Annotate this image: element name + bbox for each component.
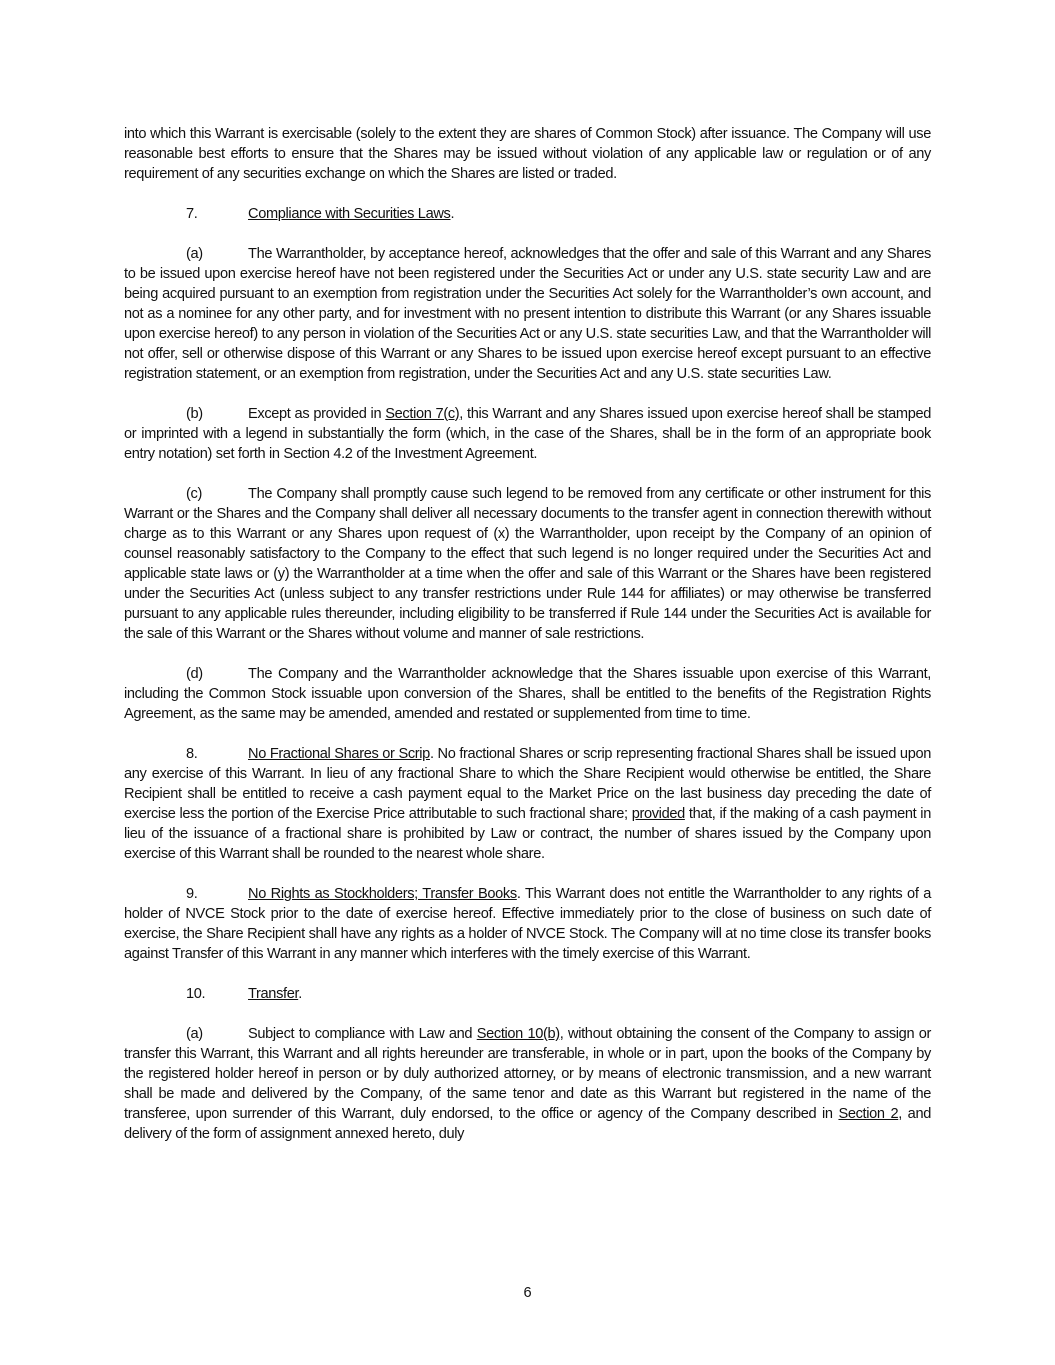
paragraph-text: , this Warrant and any Shares issued upon exercise hereof shall be stamped or imprinted with a legend in substantially the form (which, in the case of the Shares, shall be in the form of an appropriate book entry notation) set forth in Section 4.2 of the Investment Agreement. (124, 406, 931, 462)
paragraph-text: Subject to compliance with Law and (248, 1026, 473, 1042)
document-page (124, 124, 931, 1164)
section-reference: Section 10(b) (476, 1026, 560, 1042)
paragraph-text: Except as provided in (248, 406, 382, 422)
clause-label: (b) (186, 406, 203, 422)
clause-label: (a) (186, 246, 203, 262)
section-7b-paragraph (124, 404, 931, 464)
clause-label: (a) (186, 1026, 203, 1042)
paragraph-text: into which this Warrant is exercisable (solely to the extent they are shares of Common Stock) after issuance. The Company will use reasonable best efforts to ensure that the Shares may be issued without violation of any applicable law or regulation or of any requirement of any securities exchange on which the Shares are listed or traded. (124, 126, 931, 182)
section-number: 10. (186, 986, 206, 1002)
provided-term: provided (631, 806, 685, 822)
section-10a-paragraph (124, 1024, 931, 1144)
paragraph-text: The Company and the Warrantholder acknowledge that the Shares issuable upon exercise of this Warrant, including the Common Stock issuable upon conversion of the Shares, shall be entitled to the benefits of the Registration Rights Agreement, as the same may be amended, amended and restated or supplemented from time to time. (124, 666, 931, 722)
paragraph-text: . This Warrant does not entitle the Warrantholder to any rights of a holder of NVCE Stock prior to the date of exercise hereof. Effective immediately prior to the close of business on such date of exercise, the Share Recipient shall have any rights as a holder of NVCE Stock. The Company will at no time close its transfer books against Transfer of this Warrant in any manner which interferes with the timely exercise of this Warrant. (124, 886, 931, 962)
page-number: 6 (523, 1285, 532, 1301)
paragraph-text: that, if the making of a cash payment in lieu of the issuance of a fractional share is prohibited by Law or contract, the number of shares issued by the Company upon exercise of this Warrant shall be rounded to the nearest whole share. (124, 806, 931, 862)
section-7c-paragraph (124, 484, 931, 644)
section-number: 8. (186, 746, 198, 762)
section-8-paragraph (124, 744, 931, 864)
section-title: No Fractional Shares or Scrip (248, 746, 430, 762)
paragraph-text: The Company shall promptly cause such legend to be removed from any certificate or other instrument for this Warrant or the Shares and the Company shall deliver all necessary documents to the transfer agent in connection therewith without charge as to this Warrant or any Shares upon request of (x) the Warrantholder, upon receipt by the Company of an opinion of counsel reasonably satisfactory to the Company to the effect that such legend is no longer required under the Securities Act and applicable state laws or (y) the Warrantholder at a time when the offer and sale of this Warrant or the Shares have been registered under the Securities Act (unless subject to any transfer restrictions under Rule 144 for affiliates) or may otherwise be transferred pursuant to any applicable rules thereunder, including eligibility to be transferred if Rule 144 under the Securities Act is available for the sale of this Warrant or the Shares without volume and manner of sale restrictions. (124, 486, 931, 642)
section-number: 9. (186, 886, 198, 902)
section-reference: Section 2 (838, 1106, 899, 1122)
clause-label: (d) (186, 666, 203, 682)
section-7a-paragraph (124, 244, 931, 384)
section-title: Transfer (248, 986, 299, 1002)
paragraph-text: , without obtaining the consent of the Company to assign or transfer this Warrant, this Warrant and all rights hereunder are transferable, in whole or in part, upon the books of the Company by the registered holder hereof in person or by duly authorized attorney, or by means of electronic transmission, and a new warrant shall be made and delivered by the Company, of the same tenor and date as this Warrant but registered in the name of the transferee, upon surrender of this Warrant, duly endorsed, to the office or agency of the Company described in (124, 1026, 931, 1122)
section-9-paragraph (124, 884, 931, 964)
section-7d-paragraph (124, 664, 931, 724)
paragraph-text: The Warrantholder, by acceptance hereof, acknowledges that the offer and sale of this Warrant and any Shares to be issued upon exercise hereof have not been registered under the Securities Act or under any U.S. state security Law and are being acquired pursuant to an exemption from registration under the Securities Act solely for the Warrantholder’s own account, and not as a nominee for any other party, and for investment with no present intention to distribute this Warrant (or any Shares issuable upon exercise hereof) to any person in violation of the Securities Act or any U.S. state securities Law, and that the Warrantholder will not offer, sell or otherwise dispose of this Warrant or any Shares to be issued upon exercise hereof except pursuant to an effective registration statement, or an exemption from registration, under the Securities Act and any U.S. state securities Law. (124, 246, 931, 382)
section-10-heading: 10. Transfer. (186, 986, 302, 1002)
section-title: Compliance with Securities Laws (248, 206, 451, 222)
section-reference: Section 7(c) (385, 406, 460, 422)
carryover-paragraph (124, 124, 931, 184)
paragraph-text: , and delivery of the form of assignment annexed hereto, duly (124, 1106, 931, 1142)
section-title: No Rights as Stockholders; Transfer Books (248, 886, 517, 902)
section-7-heading: 7. Compliance with Securities Laws. (186, 206, 455, 222)
section-number: 7. (186, 206, 198, 222)
clause-label: (c) (186, 486, 202, 502)
paragraph-text: . No fractional Shares or scrip representing fractional Shares shall be issued upon any exercise of this Warrant. In lieu of any fractional Share to which the Share Recipient would otherwise be entitled, the Share Recipient shall be entitled to receive a cash payment equal to the Market Price on the last business day preceding the date of exercise less the portion of the Exercise Price attributable to such fractional share; (124, 746, 931, 822)
